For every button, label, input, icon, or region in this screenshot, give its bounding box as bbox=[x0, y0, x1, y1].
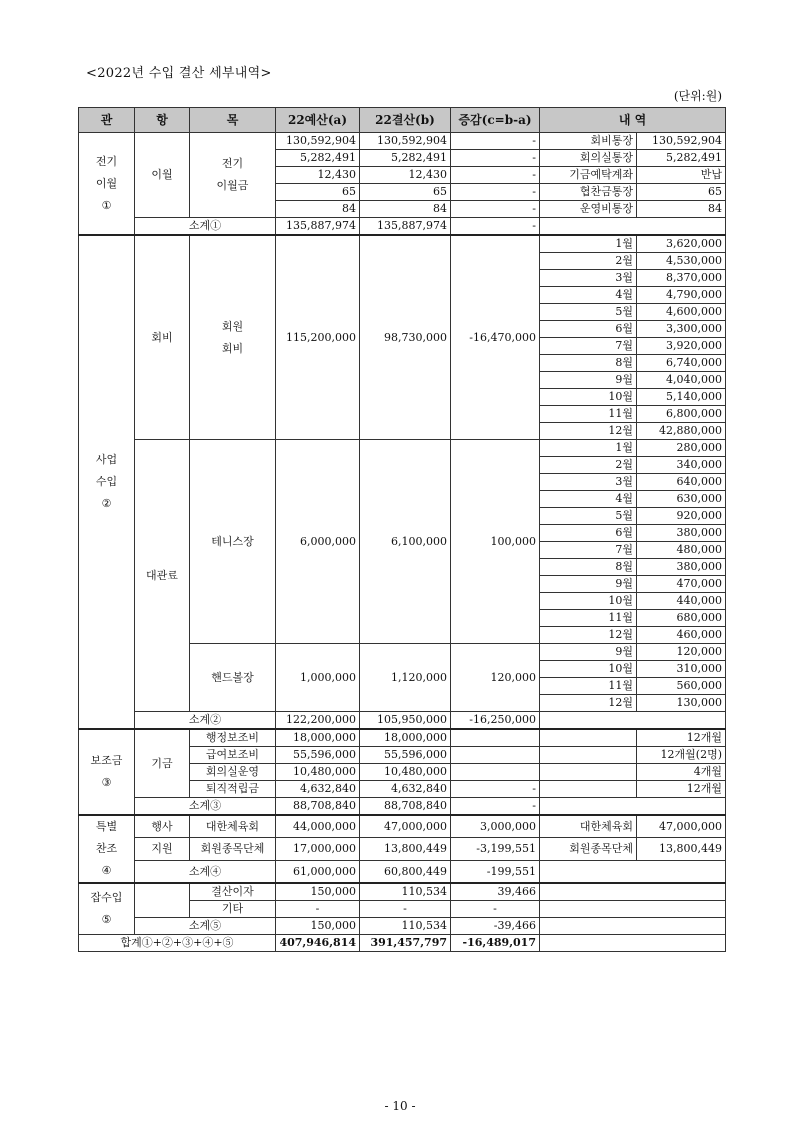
month-amount: 460,000 bbox=[637, 627, 726, 644]
subtotal-difference: -16,250,000 bbox=[451, 712, 540, 730]
table-row bbox=[79, 235, 726, 253]
month-amount: 130,000 bbox=[637, 695, 726, 712]
special-hang: 지원 bbox=[135, 838, 190, 860]
section-misc-label: 잡수입 ⑤ bbox=[79, 883, 135, 935]
budget-cell: 55,596,000 bbox=[276, 747, 360, 764]
settlement-cell: 5,282,491 bbox=[360, 150, 451, 167]
settlement-cell: 65 bbox=[360, 184, 451, 201]
page-number: - 10 - bbox=[384, 1099, 416, 1113]
table-row bbox=[79, 883, 726, 901]
month-label: 10월 bbox=[540, 593, 637, 610]
special-mok: 대한체육회 bbox=[190, 815, 276, 838]
detail-amount: 12개월(2명) bbox=[637, 747, 726, 764]
detail-amount: 65 bbox=[637, 184, 726, 201]
subtotal-budget: 150,000 bbox=[276, 918, 360, 935]
membership-difference: -16,470,000 bbox=[451, 235, 540, 440]
month-amount: 5,140,000 bbox=[637, 389, 726, 406]
handball-settlement: 1,120,000 bbox=[360, 644, 451, 712]
tennis-settlement: 6,100,000 bbox=[360, 440, 451, 644]
tennis-difference: 100,000 bbox=[451, 440, 540, 644]
misc-mok: 기타 bbox=[190, 901, 276, 918]
month-amount: 3,920,000 bbox=[637, 338, 726, 355]
subtotal-budget: 135,887,974 bbox=[276, 218, 360, 236]
month-label: 1월 bbox=[540, 440, 637, 457]
month-amount: 470,000 bbox=[637, 576, 726, 593]
month-amount: 340,000 bbox=[637, 457, 726, 474]
settlement-cell: 47,000,000 bbox=[360, 815, 451, 838]
month-label: 10월 bbox=[540, 661, 637, 678]
grand-total-row bbox=[79, 935, 726, 952]
month-label: 7월 bbox=[540, 542, 637, 559]
section-carryover-label: 전기 이월 ① bbox=[79, 133, 135, 236]
month-label: 2월 bbox=[540, 253, 637, 270]
month-label: 4월 bbox=[540, 287, 637, 304]
grand-total-budget: 407,946,814 bbox=[276, 935, 360, 952]
detail-name: 운영비통장 bbox=[540, 201, 637, 218]
difference-cell: 39,466 bbox=[451, 883, 540, 901]
special-hang: 행사 bbox=[135, 815, 190, 838]
month-label: 6월 bbox=[540, 525, 637, 542]
month-amount: 6,800,000 bbox=[637, 406, 726, 423]
budget-cell: 5,282,491 bbox=[276, 150, 360, 167]
header-difference: 증감(c=b-a) bbox=[451, 108, 540, 133]
difference-cell: - bbox=[451, 901, 540, 918]
header-hang: 항 bbox=[135, 108, 190, 133]
settlement-cell: 130,592,904 bbox=[360, 133, 451, 150]
month-amount: 6,740,000 bbox=[637, 355, 726, 372]
month-label: 5월 bbox=[540, 304, 637, 321]
budget-cell: - bbox=[276, 901, 360, 918]
handball-mok: 핸드볼장 bbox=[190, 644, 276, 712]
document-title: <2022년 수입 결산 세부내역> bbox=[86, 66, 272, 81]
unit-label: (단위:원) bbox=[673, 89, 722, 103]
month-label: 1월 bbox=[540, 235, 637, 253]
special-mok: 회원종목단체 bbox=[190, 838, 276, 860]
subtotal-row bbox=[79, 798, 726, 816]
header-gwan: 관 bbox=[79, 108, 135, 133]
difference-cell: - bbox=[451, 150, 540, 167]
misc-mok: 결산이자 bbox=[190, 883, 276, 901]
empty-cell bbox=[540, 764, 637, 781]
subtotal-row bbox=[79, 712, 726, 730]
difference-cell bbox=[451, 729, 540, 747]
month-amount: 4,600,000 bbox=[637, 304, 726, 321]
carryover-mok: 전기 이월금 bbox=[190, 133, 276, 218]
grand-total-settlement: 391,457,797 bbox=[360, 935, 451, 952]
subsidy-mok: 회의실운영 bbox=[190, 764, 276, 781]
subtotal-row bbox=[79, 918, 726, 935]
subtotal-difference: -39,466 bbox=[451, 918, 540, 935]
difference-cell: - bbox=[451, 184, 540, 201]
month-label: 11월 bbox=[540, 610, 637, 627]
subsidy-mok: 행정보조비 bbox=[190, 729, 276, 747]
month-label: 4월 bbox=[540, 491, 637, 508]
empty-cell bbox=[540, 729, 637, 747]
detail-name: 대한체육회 bbox=[540, 815, 637, 838]
rental-hang: 대관료 bbox=[135, 440, 190, 712]
month-label: 11월 bbox=[540, 678, 637, 695]
month-label: 11월 bbox=[540, 406, 637, 423]
table-row bbox=[79, 440, 726, 457]
detail-name: 기금예탁계좌 bbox=[540, 167, 637, 184]
difference-cell: -3,199,551 bbox=[451, 838, 540, 860]
month-label: 9월 bbox=[540, 576, 637, 593]
month-amount: 640,000 bbox=[637, 474, 726, 491]
detail-amount: 4개월 bbox=[637, 764, 726, 781]
empty-cell bbox=[540, 712, 726, 730]
empty-cell bbox=[540, 860, 726, 883]
detail-amount: 84 bbox=[637, 201, 726, 218]
table-row bbox=[79, 133, 726, 150]
subtotal-budget: 88,708,840 bbox=[276, 798, 360, 816]
empty-cell bbox=[540, 218, 726, 236]
budget-cell: 4,632,840 bbox=[276, 781, 360, 798]
subtotal-row bbox=[79, 218, 726, 236]
table-row bbox=[79, 729, 726, 747]
membership-mok: 회원 회비 bbox=[190, 235, 276, 440]
month-amount: 440,000 bbox=[637, 593, 726, 610]
empty-cell bbox=[540, 883, 726, 901]
subtotal-label: 소계① bbox=[135, 218, 276, 236]
subtotal-budget: 61,000,000 bbox=[276, 860, 360, 883]
table-row bbox=[79, 815, 726, 838]
subtotal-row bbox=[79, 860, 726, 883]
detail-amount: 13,800,449 bbox=[637, 838, 726, 860]
month-amount: 42,880,000 bbox=[637, 423, 726, 440]
month-amount: 4,790,000 bbox=[637, 287, 726, 304]
settlement-cell: 10,480,000 bbox=[360, 764, 451, 781]
subtotal-label: 소계⑤ bbox=[135, 918, 276, 935]
month-label: 7월 bbox=[540, 338, 637, 355]
detail-name: 회의실통장 bbox=[540, 150, 637, 167]
month-amount: 120,000 bbox=[637, 644, 726, 661]
settlement-cell: 55,596,000 bbox=[360, 747, 451, 764]
tennis-mok: 테니스장 bbox=[190, 440, 276, 644]
difference-cell bbox=[451, 764, 540, 781]
handball-difference: 120,000 bbox=[451, 644, 540, 712]
month-label: 9월 bbox=[540, 372, 637, 389]
month-amount: 920,000 bbox=[637, 508, 726, 525]
subtotal-label: 소계④ bbox=[135, 860, 276, 883]
month-amount: 680,000 bbox=[637, 610, 726, 627]
empty-cell bbox=[540, 901, 726, 918]
month-label: 3월 bbox=[540, 474, 637, 491]
detail-name: 회비통장 bbox=[540, 133, 637, 150]
subtotal-settlement: 60,800,449 bbox=[360, 860, 451, 883]
subtotal-settlement: 110,534 bbox=[360, 918, 451, 935]
subsidy-hang: 기금 bbox=[135, 729, 190, 798]
settlement-cell: 13,800,449 bbox=[360, 838, 451, 860]
empty-cell bbox=[540, 781, 637, 798]
empty-cell bbox=[540, 798, 726, 816]
empty-cell bbox=[135, 883, 190, 918]
month-amount: 380,000 bbox=[637, 559, 726, 576]
detail-name: 회원종목단체 bbox=[540, 838, 637, 860]
budget-cell: 65 bbox=[276, 184, 360, 201]
budget-cell: 10,480,000 bbox=[276, 764, 360, 781]
month-amount: 8,370,000 bbox=[637, 270, 726, 287]
header-mok: 목 bbox=[190, 108, 276, 133]
empty-cell bbox=[540, 747, 637, 764]
month-amount: 560,000 bbox=[637, 678, 726, 695]
month-label: 8월 bbox=[540, 559, 637, 576]
section-special-label: 특별 찬조 ④ bbox=[79, 815, 135, 883]
subtotal-difference: - bbox=[451, 798, 540, 816]
detail-name: 협찬금통장 bbox=[540, 184, 637, 201]
subtotal-difference: -199,551 bbox=[451, 860, 540, 883]
membership-hang: 회비 bbox=[135, 235, 190, 440]
month-amount: 630,000 bbox=[637, 491, 726, 508]
difference-cell: - bbox=[451, 201, 540, 218]
detail-amount: 12개월 bbox=[637, 729, 726, 747]
subtotal-label: 소계② bbox=[135, 712, 276, 730]
detail-amount: 반납 bbox=[637, 167, 726, 184]
header-row bbox=[79, 108, 726, 133]
section-subsidy-label: 보조금 ③ bbox=[79, 729, 135, 815]
budget-cell: 18,000,000 bbox=[276, 729, 360, 747]
month-amount: 4,530,000 bbox=[637, 253, 726, 270]
membership-budget: 115,200,000 bbox=[276, 235, 360, 440]
grand-total-difference: -16,489,017 bbox=[451, 935, 540, 952]
subtotal-budget: 122,200,000 bbox=[276, 712, 360, 730]
month-amount: 3,300,000 bbox=[637, 321, 726, 338]
detail-amount: 47,000,000 bbox=[637, 815, 726, 838]
subtotal-settlement: 135,887,974 bbox=[360, 218, 451, 236]
month-label: 6월 bbox=[540, 321, 637, 338]
difference-cell: - bbox=[451, 167, 540, 184]
subsidy-mok: 급여보조비 bbox=[190, 747, 276, 764]
detail-amount: 130,592,904 bbox=[637, 133, 726, 150]
budget-cell: 130,592,904 bbox=[276, 133, 360, 150]
detail-amount: 5,282,491 bbox=[637, 150, 726, 167]
difference-cell: - bbox=[451, 781, 540, 798]
budget-cell: 44,000,000 bbox=[276, 815, 360, 838]
settlement-cell: 110,534 bbox=[360, 883, 451, 901]
month-label: 2월 bbox=[540, 457, 637, 474]
empty-cell bbox=[540, 918, 726, 935]
membership-settlement: 98,730,000 bbox=[360, 235, 451, 440]
subtotal-settlement: 105,950,000 bbox=[360, 712, 451, 730]
month-amount: 280,000 bbox=[637, 440, 726, 457]
month-label: 3월 bbox=[540, 270, 637, 287]
subsidy-mok: 퇴직적립금 bbox=[190, 781, 276, 798]
difference-cell: 3,000,000 bbox=[451, 815, 540, 838]
subtotal-settlement: 88,708,840 bbox=[360, 798, 451, 816]
month-amount: 480,000 bbox=[637, 542, 726, 559]
budget-cell: 150,000 bbox=[276, 883, 360, 901]
grand-total-label: 합계①+②+③+④+⑤ bbox=[79, 935, 276, 952]
subtotal-label: 소계③ bbox=[135, 798, 276, 816]
detail-amount: 12개월 bbox=[637, 781, 726, 798]
month-label: 9월 bbox=[540, 644, 637, 661]
header-settlement: 22결산(b) bbox=[360, 108, 451, 133]
month-label: 12월 bbox=[540, 627, 637, 644]
handball-budget: 1,000,000 bbox=[276, 644, 360, 712]
month-amount: 4,040,000 bbox=[637, 372, 726, 389]
budget-cell: 84 bbox=[276, 201, 360, 218]
settlement-table bbox=[78, 107, 726, 952]
month-label: 12월 bbox=[540, 423, 637, 440]
budget-cell: 12,430 bbox=[276, 167, 360, 184]
month-amount: 380,000 bbox=[637, 525, 726, 542]
empty-cell bbox=[540, 935, 726, 952]
month-amount: 3,620,000 bbox=[637, 235, 726, 253]
settlement-cell: 84 bbox=[360, 201, 451, 218]
table-row bbox=[79, 838, 726, 860]
month-amount: 310,000 bbox=[637, 661, 726, 678]
settlement-cell: - bbox=[360, 901, 451, 918]
header-budget: 22예산(a) bbox=[276, 108, 360, 133]
settlement-cell: 18,000,000 bbox=[360, 729, 451, 747]
month-label: 12월 bbox=[540, 695, 637, 712]
month-label: 5월 bbox=[540, 508, 637, 525]
month-label: 8월 bbox=[540, 355, 637, 372]
settlement-cell: 12,430 bbox=[360, 167, 451, 184]
subtotal-difference: - bbox=[451, 218, 540, 236]
difference-cell: - bbox=[451, 133, 540, 150]
budget-cell: 17,000,000 bbox=[276, 838, 360, 860]
tennis-budget: 6,000,000 bbox=[276, 440, 360, 644]
header-details: 내 역 bbox=[540, 108, 726, 133]
carryover-hang: 이월 bbox=[135, 133, 190, 218]
difference-cell bbox=[451, 747, 540, 764]
settlement-cell: 4,632,840 bbox=[360, 781, 451, 798]
section-business-label: 사업 수입 ② bbox=[79, 235, 135, 729]
month-label: 10월 bbox=[540, 389, 637, 406]
